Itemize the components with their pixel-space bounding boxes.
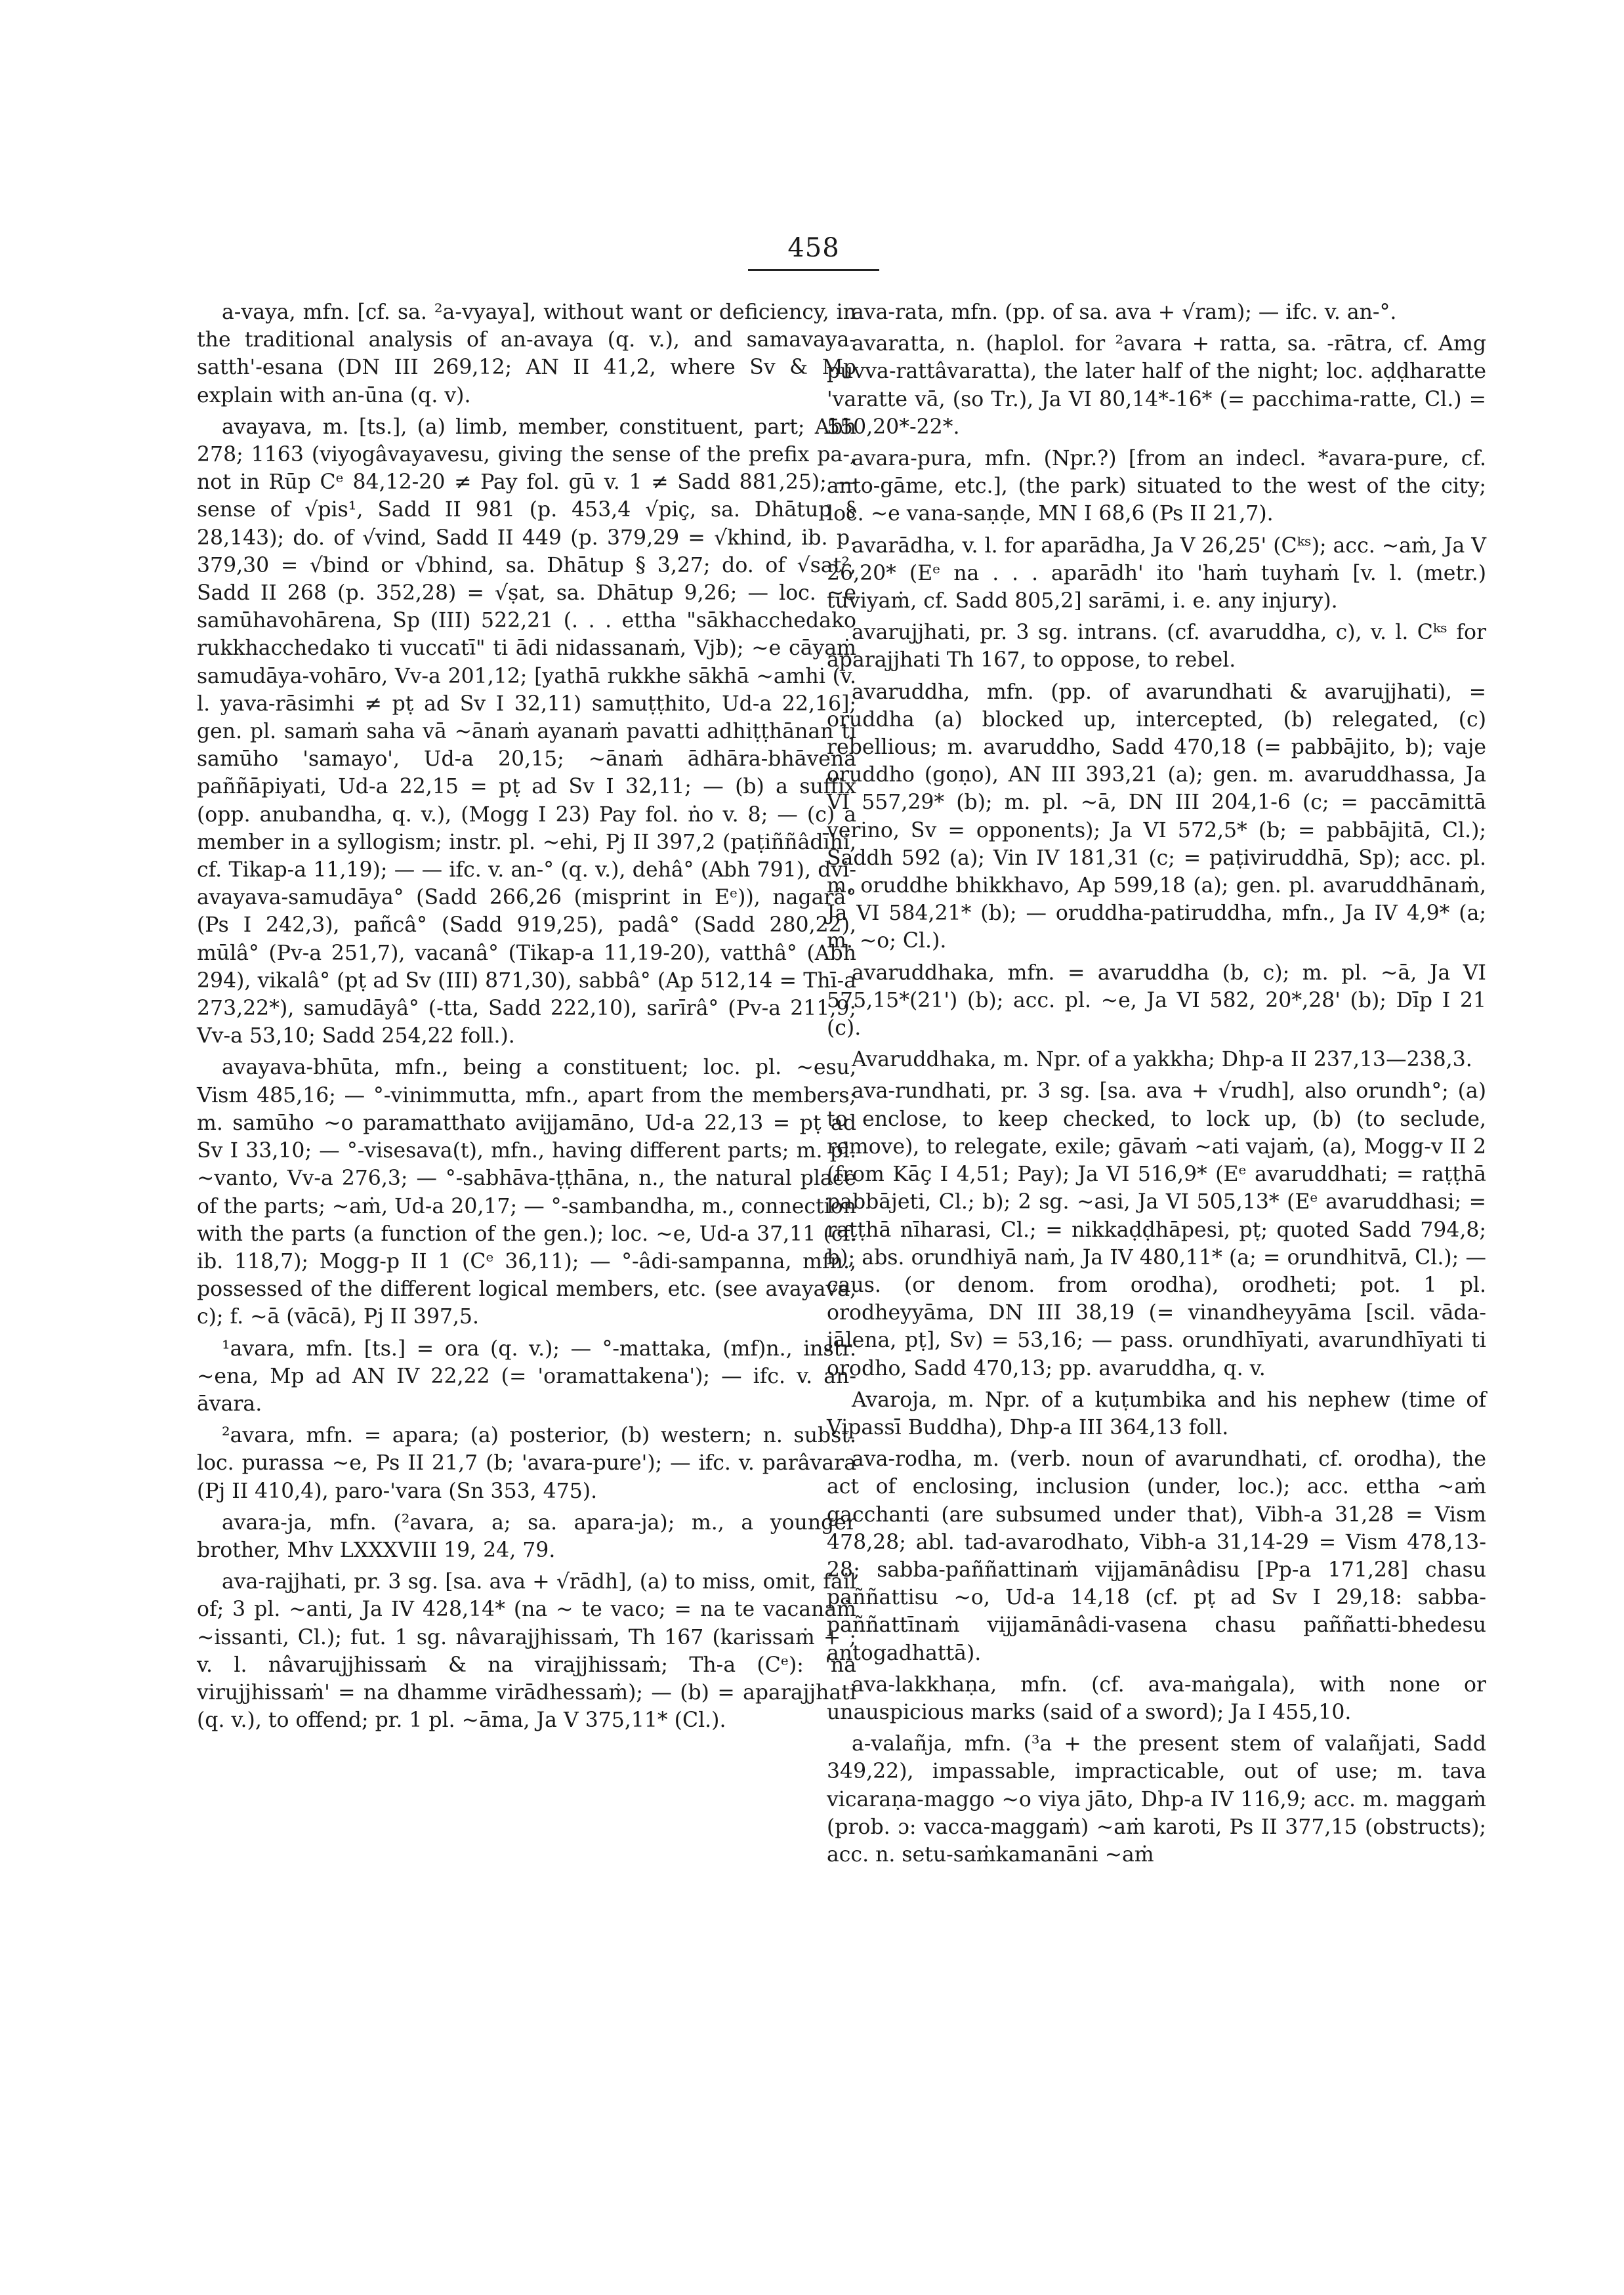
left-column <box>197 299 856 1738</box>
dictionary-entry-avayava: avayava, m. [ts.], (a) limb, member, constituent, part; Abh 278; 1163 (viyogâvayavesu, giving the sense of the prefix pa-, not in Rūp Cᵉ 84,12-20 ≠ Pay fol. gū v. 1 ≠ Sadd 881,25); — sense of √pis¹, Sadd II 981 (p. 453,4 √piç, sa. Dhātup § 28,143); do. of √vind, Sadd II 449 (p. 379,29 = √khind, ib. p. 379,30 = √bind or √bhind, sa. Dhātup § 3,27; do. of √sat², Sadd II 268 (p. 352,28) = √ṣat, sa. Dhātup 9,26; — loc. ~e samūhavohārena, Sp (III) 522,21 (. . . ettha "sākhacchedako rukkhacchedako ti vuccatī" ti ādi nidassanaṁ, Vjb); ~e cāyaṁ samudāya-vohāro, Vv-a 201,12; [yathā rukkhe sākhā ~amhi (v. l. yava-rāsimhi ≠ pṭ ad Sv I 32,11) samuṭṭhito, Ud-a 22,16]; gen. pl. samaṁ saha vā ~ānaṁ ayanaṁ pavatti adhiṭṭhānan ti samūho 'samayo', Ud-a 20,15; ~ānaṁ ādhāra-bhāvena paññāpiyati, Ud-a 22,15 = pṭ ad Sv I 32,11; — (b) a suffix (opp. anubandha, q. v.), (Mogg I 23) Pay fol. ṅo v. 8; — (c) a member in a syllogism; instr. pl. ~ehi, Pj II 397,2 (paṭiññâdīhi, cf. Tikap-a 11,19); — — ifc. v. an-° (q. v.), dehâ° (Abh 791), dvi-avayava-samudāya° (Sadd 266,26 (misprint in Eᵉ)), nagarâ° (Ps I 242,3), pañcâ° (Sadd 919,25), padâ° (Sadd 280,22), mūlâ° (Pv-a 251,7), vacanâ° (Tikap-a 11,19-20), vatthâ° (Abh 294), vikalâ° (pṭ ad Sv (III) 871,30), sabbâ° (Ap 512,14 = Thī-a 273,22*), samudāyâ° (-tta, Sadd 222,10), sarīrâ° (Pv-a 211,9; Vv-a 53,10; Sadd 254,22 foll.). <box>197 415 856 1048</box>
dictionary-entry-ava-rata: ava-rata, mfn. (pp. of sa. ava + √ram); — ifc. v. an-°. <box>852 300 1397 324</box>
dictionary-entry-avaradha: avarādha, v. l. for aparādha, Ja V 26,25' (Cᵏˢ); acc. ~aṁ, Ja V 26,20* (Eᵉ na . . . aparādh' ito 'haṁ tuyhaṁ [v. l. (metr.) tuviyaṁ, cf. Sadd 805,2] sarāmi, i. e. any injury). <box>827 533 1486 613</box>
right-column <box>827 299 1486 1872</box>
dictionary-entry-a-vaya: a-vaya, mfn. [cf. sa. ²a-vyaya], without want or deficiency, in the traditional analysis of an-avaya (q. v.), and samavaya-satth'-esana (DN III 269,12; AN II 41,2, where Sv & Mp explain with an-ūna (q. v). <box>197 300 856 407</box>
page-number-rule <box>748 269 879 271</box>
dictionary-entry-ava-rundhati: ava-rundhati, pr. 3 sg. [sa. ava + √rudh], also orundh°; (a) to enclose, to keep checked, to lock up, (b) (to seclude, remove), to relegate, exile; gāvaṁ ~ati vajaṁ, (a), Mogg-v II 2 (from Kāç I 4,51; Pay); Ja VI 516,9* (Eᵉ avaruddhati; = raṭṭhā pabbājeti, Cl.; b); 2 sg. ~asi, Ja VI 505,13* (Eᵉ avaruddhasi; = raṭṭhā nīharasi, Cl.; = nikkaḍḍhāpesi, pṭ; quoted Sadd 794,8; b); abs. orundhiyā naṁ, Ja IV 480,11* (a; = orundhitvā, Cl.); — caus. (or denom. from orodha), orodheti; pot. 1 pl. orodheyyāma, DN III 38,19 (= vinandheyyāma [scil. vāda-jālena, pṭ], Sv) = 53,16; — pass. orundhīyati, avarundhīyati ti orodho, Sadd 470,13; pp. avaruddha, q. v. <box>827 1079 1486 1380</box>
dictionary-entry-avarujjhati: avarujjhati, pr. 3 sg. intrans. (cf. avaruddha, c), v. l. Cᵏˢ for aparajjhati Th 167, to oppose, to rebel. <box>827 621 1486 672</box>
dictionary-entry-avaruddhaka: avaruddhaka, mfn. = avaruddha (b, c); m. pl. ~ā, Ja VI 575,15*(21') (b); acc. pl. ~e, Ja VI 582, 20*,28' (b); Dīp I 21 (c). <box>827 961 1486 1041</box>
dictionary-entry-ava-lakkhana: ava-lakkhaṇa, mfn. (cf. ava-maṅgala), with none or unauspicious marks (said of a sword); Ja I 455,10. <box>827 1672 1486 1724</box>
dictionary-entry-avara-1: ¹avara, mfn. [ts.] = ora (q. v.); — °-mattaka, (mf)n., instr. ~ena, Mp ad AN IV 22,22 (= 'oramattakena'); — ifc. v. an-āvara. <box>197 1336 856 1416</box>
dictionary-entry-avara-2: ²avara, mfn. = apara; (a) posterior, (b) western; n. subst. loc. purassa ~e, Ps II 21,7 (b; 'avara-pure'); — ifc. v. parâvara (Pj II 410,4), paro-'vara (Sn 353, 475). <box>197 1424 856 1503</box>
dictionary-entry-avaruddhaka-npr: Avaruddhaka, m. Npr. of a yakkha; Dhp-a II 237,13—238,3. <box>852 1048 1472 1072</box>
dictionary-entry-avaruddha: avaruddha, mfn. (pp. of avarundhati & avarujjhati), = oruddha (a) blocked up, intercepted, (b) relegated, (c) rebellious; m. avaruddho, Sadd 470,18 (= pabbājito, b); vaje oruddho (goṇo), AN III 393,21 (a); gen. m. avaruddhassa, Ja VI 557,29* (b); m. pl. ~ā, DN III 204,1-6 (c; = paccāmittā verino, Sv = opponents); Ja VI 572,5* (b; = pabbājitā, Cl.); Saddh 592 (a); Vin IV 181,31 (c; = paṭiviruddhā, Sp); acc. pl. m. oruddhe bhikkhavo, Ap 599,18 (a); gen. pl. avaruddhānaṁ, Ja VI 584,21* (b); — oruddha-patiruddha, mfn., Ja IV 4,9* (a; m. ~o; Cl.). <box>827 680 1486 953</box>
dictionary-entry-a-valanja: a-valañja, mfn. (³a + the present stem of valañjati, Sadd 349,22), impassable, impracticable, out of use; m. tava vicaraṇa-maggo ~o viya jāto, Dhp-a IV 116,9; acc. m. maggaṁ (prob. ɔ: vacca-maggaṁ) ~aṁ karoti, Ps II 377,15 (obstructs); acc. n. setu-saṁkamanāni ~aṁ <box>827 1732 1486 1867</box>
dictionary-entry-avaratta: avaratta, n. (haplol. for ²avara + ratta, sa. -rātra, cf. Amg puvva-rattâvaratta), the later half of the night; loc. aḍḍharatte 'varatte vā, (so Tr.), Ja VI 80,14*-16* (= pacchima-ratte, Cl.) = 550,20*-22*. <box>827 332 1486 439</box>
dictionary-entry-ava-rodha: ava-rodha, m. (verb. noun of avarundhati, cf. orodha), the act of enclosing, inclusion (under, loc.); acc. ettha ~aṁ gacchanti (are subsumed under that), Vibh-a 31,28 = Vism 478,28; abl. tad-avarodhato, Vibh-a 31,14-29 = Vism 478,13-28; sabba-paññattinaṁ vijjamānâdisu [Pp-a 171,28] chasu paññattisu ~o, Ud-a 14,18 (cf. pṭ ad Sv I 29,18: sabba-paññattīnaṁ vijjamānâdi-vasena chasu paññatti-bhedesu antogadhattā). <box>827 1447 1486 1665</box>
dictionary-entry-avara-pura: avara-pura, mfn. (Npr.?) [from an indecl. *avara-pure, cf. anto-gāme, etc.], (the park) situated to the west of the city; loc. ~e vana-saṇḍe, MN I 68,6 (Ps II 21,7). <box>827 447 1486 526</box>
dictionary-entry-avaroja: Avaroja, m. Npr. of a kuṭumbika and his nephew (time of Vipassī Buddha), Dhp-a III 364,13 foll. <box>827 1388 1486 1439</box>
dictionary-entry-avayava-bhuta: avayava-bhūta, mfn., being a constituent; loc. pl. ~esu, Vism 485,16; — °-vinimmutta, mfn., apart from the members; m. samūho ~o paramatthato avijjamāno, Ud-a 22,13 = pṭ ad Sv I 33,10; — °-visesava(t), mfn., having different parts; m. pl. ~vanto, Vv-a 276,3; — °-sabhāva-ṭṭhāna, n., the natural place of the parts; ~aṁ, Ud-a 20,17; — °-sambandha, m., connection with the parts (a function of the gen.); loc. ~e, Ud-a 37,11 (cf. ib. 118,7); Mogg-p II 1 (Cᵉ 36,11); — °-âdi-sampanna, mfn., possessed of the different logical members, etc. (see avayava, c); f. ~ā (vācā), Pj II 397,5. <box>197 1056 856 1329</box>
page-number: 458 <box>787 233 840 263</box>
dictionary-entry-ava-rajjhati: ava-rajjhati, pr. 3 sg. [sa. ava + √rādh], (a) to miss, omit, fail of; 3 pl. ~anti, Ja IV 428,14* (na ~ te vaco; = na te vacanaṁ ~issanti, Cl.); fut. 1 sg. nâvarajjhissaṁ, Th 167 (karissaṁ + ; v. l. nâvarujjhissaṁ & na virajjhissaṁ; Th-a (Cᵉ): 'na virujjhissaṁ' = na dhamme virādhessaṁ); — (b) = aparajjhati (q. v.), to offend; pr. 1 pl. ~āma, Ja V 375,11* (Cl.). <box>197 1570 856 1733</box>
dictionary-entry-avara-ja: avara-ja, mfn. (²avara, a; sa. apara-ja); m., a younger brother, Mhv LXXXVIII 19, 24, 79. <box>197 1510 856 1562</box>
